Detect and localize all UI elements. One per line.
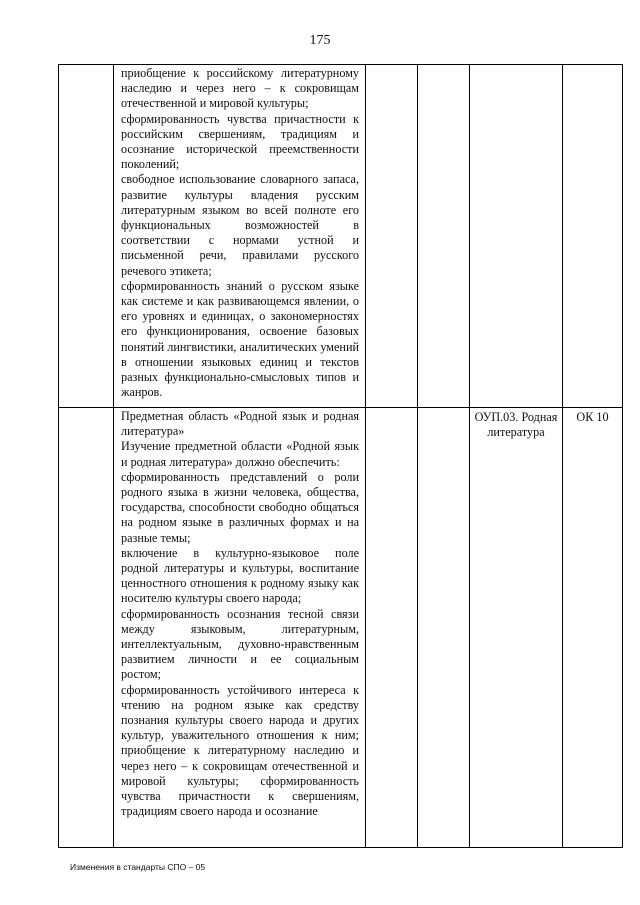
empty-cell	[418, 408, 470, 848]
empty-cell	[59, 65, 114, 408]
discipline-cell	[470, 65, 563, 408]
requirement-paragraph: сформированность представлений о роли родного языка в жизни человека, общества, государства, способности свободно общаться на родном языке в различных формах и на разные темы;	[121, 469, 359, 545]
requirements-cell	[114, 65, 366, 408]
table-row	[59, 65, 623, 408]
competence-cell: ОК 10	[563, 408, 623, 848]
empty-cell	[59, 408, 114, 848]
requirement-paragraph: включение в культурно-языковое поле родной литературы и культуры, воспитание ценностного отношения к родному языку как носителю культуры своего народа;	[121, 545, 359, 606]
requirement-paragraph: Предметная область «Родной язык и родная литература»	[121, 409, 359, 439]
empty-cell	[366, 65, 418, 408]
discipline-cell: ОУП.03. Родная литература	[470, 408, 563, 848]
requirement-paragraph: сформированность осознания тесной связи между языковым, литературным, интеллектуальным, духовно-нравственным развитием личности и ее социальным ростом;	[121, 606, 359, 682]
page-number: 175	[309, 33, 331, 48]
requirement-paragraph: Изучение предметной области «Родной язык и родная литература» должно обеспечить:	[121, 439, 359, 469]
standards-table	[58, 64, 623, 848]
requirement-paragraph: сформированность чувства причастности к российским свершениям, традициям и осознание исторической преемственности поколений;	[121, 111, 359, 172]
competence-cell	[563, 65, 623, 408]
requirements-cell	[114, 408, 366, 848]
requirement-paragraph: свободное использование словарного запаса, развитие культуры владения русским литературным языком во всей полноте его функциональных возможностей в соответствии с нормами устной и письменной речи, правилами русского речевого этикета;	[121, 172, 359, 278]
requirement-paragraph: сформированность устойчивого интереса к чтению на родном языке как средству познания культуры своего народа и других культур, уважительного отношения к ним; приобщение к литературному наследию и через него – к сокровищам отечественной и мировой культуры; сформированность чувства причастности к свершениям, традициям своего народа и осознание	[121, 682, 359, 819]
requirement-paragraph: сформированность знаний о русском языке как системе и как развивающемся явлении, о его уровнях и единицах, о закономерностях его функционирования, освоение базовых понятий лингвистики, аналитических умений в отношении языковых единиц и текстов разных функционально-смысловых типов и жанров.	[121, 278, 359, 400]
table-row	[59, 408, 623, 848]
requirement-paragraph: приобщение к российскому литературному наследию и через него – к сокровищам отечественной и мировой культуры;	[121, 66, 359, 111]
empty-cell	[418, 65, 470, 408]
empty-cell	[366, 408, 418, 848]
footer-note: Изменения в стандарты СПО – 05	[70, 862, 206, 872]
